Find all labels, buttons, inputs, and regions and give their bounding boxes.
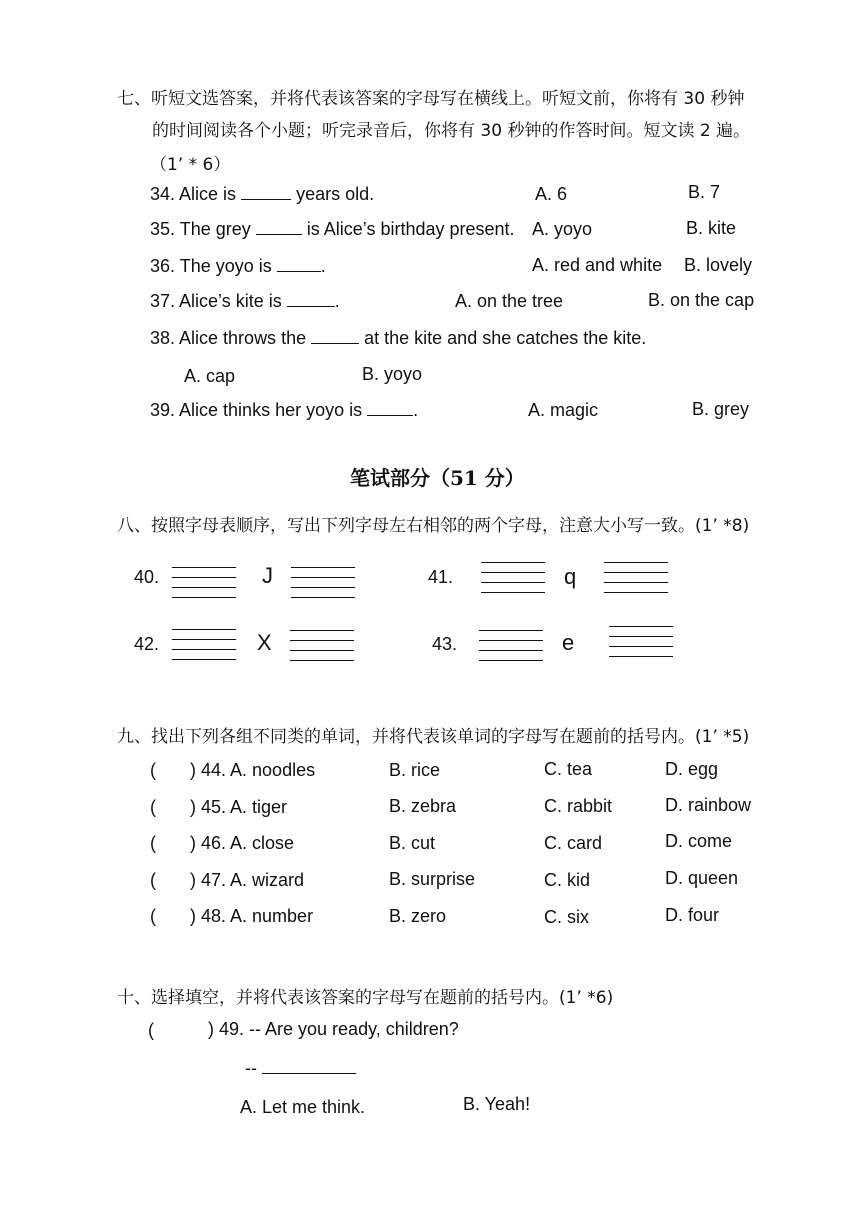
answer-blank[interactable] (311, 329, 359, 344)
question-48: ) 48. A. number (190, 906, 314, 926)
answer-blank[interactable] (256, 220, 302, 235)
question-text: 37. Alice’s kite is (150, 291, 282, 311)
answer-paren[interactable]: ( (150, 833, 156, 853)
section7-points: （1’ * 6） (150, 155, 231, 175)
question-35 (150, 219, 515, 240)
option-b: B. zero (389, 906, 447, 926)
question-text: 36. The yoyo is (150, 256, 272, 276)
writing-lines-right[interactable] (291, 565, 355, 601)
given-letter: e (562, 630, 575, 655)
answer-blank[interactable] (241, 185, 291, 200)
option-b: B. Yeah! (463, 1094, 531, 1114)
writing-lines-left[interactable] (479, 628, 543, 664)
answer-blank[interactable] (367, 401, 413, 416)
writing-lines-left[interactable] (481, 560, 545, 596)
option-b: B. grey (692, 399, 750, 419)
question-text: . (413, 400, 419, 420)
answer-paren[interactable]: ( (150, 797, 156, 817)
option-c: C. six (544, 907, 589, 927)
question-text: 35. The grey (150, 219, 251, 239)
option-a: A. magic (528, 400, 599, 420)
writing-lines-left[interactable] (172, 627, 236, 663)
question-41-number: 41. (428, 567, 454, 587)
option-d: D. queen (665, 868, 739, 888)
question-text: 34. Alice is (150, 184, 237, 204)
given-letter: q (564, 564, 577, 589)
question-text: is Alice’s birthday present. (306, 219, 515, 239)
section10-instruction: 十、选择填空，并将代表该答案的字母写在题前的括号内。(1’ *6) (117, 988, 614, 1008)
question-40-number: 40. (134, 567, 160, 587)
option-a: A. cap (184, 366, 236, 386)
option-b: B. kite (686, 218, 737, 238)
answer-paren[interactable]: ( (150, 906, 156, 926)
question-text: 38. Alice throws the (150, 328, 307, 348)
dash: -- (245, 1058, 257, 1078)
answer-blank[interactable] (277, 257, 321, 272)
writing-lines-right[interactable] (609, 624, 673, 660)
writing-lines-right[interactable] (604, 560, 668, 596)
section7-instruction-line1: 七、听短文选答案，并将代表该答案的字母写在横线上。听短文前，你将有 30 秒钟 (117, 89, 745, 109)
option-c: C. card (544, 833, 603, 853)
section9-instruction: 九、找出下列各组不同类的单词，并将代表该单词的字母写在题前的括号内。(1’ *5) (117, 727, 750, 747)
question-43-number: 43. (432, 634, 458, 654)
answer-blank[interactable] (262, 1059, 356, 1074)
written-section-header: 笔试部分（51 分） (350, 466, 525, 490)
question-45: ) 45. A. tiger (190, 797, 288, 817)
option-b: B. rice (389, 760, 441, 780)
option-d: D. four (665, 905, 720, 925)
option-a: A. on the tree (455, 291, 564, 311)
question-text: years old. (296, 184, 375, 204)
given-letter: J (262, 563, 273, 588)
option-a: A. Let me think. (240, 1097, 366, 1117)
option-d: D. egg (665, 759, 719, 779)
answer-blank[interactable] (287, 292, 335, 307)
option-b: B. yoyo (362, 364, 423, 384)
question-49: ) 49. -- Are you ready, children? (208, 1019, 459, 1039)
question-39 (150, 400, 418, 421)
option-c: C. rabbit (544, 796, 613, 816)
option-c: C. kid (544, 870, 591, 890)
option-c: C. tea (544, 759, 593, 779)
option-a: A. red and white (532, 255, 663, 275)
given-letter: X (257, 630, 272, 655)
question-38 (150, 328, 646, 349)
question-36 (150, 256, 326, 277)
option-b: B. 7 (688, 182, 721, 202)
option-b: B. zebra (389, 796, 457, 816)
option-b: B. lovely (684, 255, 753, 275)
section7-instruction-line2: 的时间阅读各个小题；听完录音后，你将有 30 秒钟的作答时间。短文读 2 遍。 (152, 121, 751, 141)
writing-lines-left[interactable] (172, 565, 236, 601)
question-37 (150, 291, 340, 312)
section8-instruction: 八、按照字母表顺序，写出下列字母左右相邻的两个字母，注意大小写一致。(1’ *8) (117, 516, 750, 536)
option-b: B. surprise (389, 869, 476, 889)
question-44: ) 44. A. noodles (190, 760, 316, 780)
answer-paren[interactable]: ( (150, 870, 156, 890)
question-text: at the kite and she catches the kite. (364, 328, 647, 348)
response-line (245, 1058, 356, 1079)
option-b: B. on the cap (648, 290, 755, 310)
question-text: . (320, 256, 326, 276)
question-34 (150, 184, 374, 205)
option-d: D. rainbow (665, 795, 752, 815)
answer-paren[interactable]: ( (150, 760, 156, 780)
option-b: B. cut (389, 833, 436, 853)
option-a: A. yoyo (532, 219, 593, 239)
answer-paren[interactable]: ( (148, 1020, 154, 1040)
option-a: A. 6 (535, 184, 568, 204)
question-text: 39. Alice thinks her yoyo is (150, 400, 363, 420)
option-d: D. come (665, 831, 733, 851)
question-46: ) 46. A. close (190, 833, 295, 853)
question-42-number: 42. (134, 634, 160, 654)
question-text: . (334, 291, 340, 311)
question-47: ) 47. A. wizard (190, 870, 305, 890)
writing-lines-right[interactable] (290, 628, 354, 664)
